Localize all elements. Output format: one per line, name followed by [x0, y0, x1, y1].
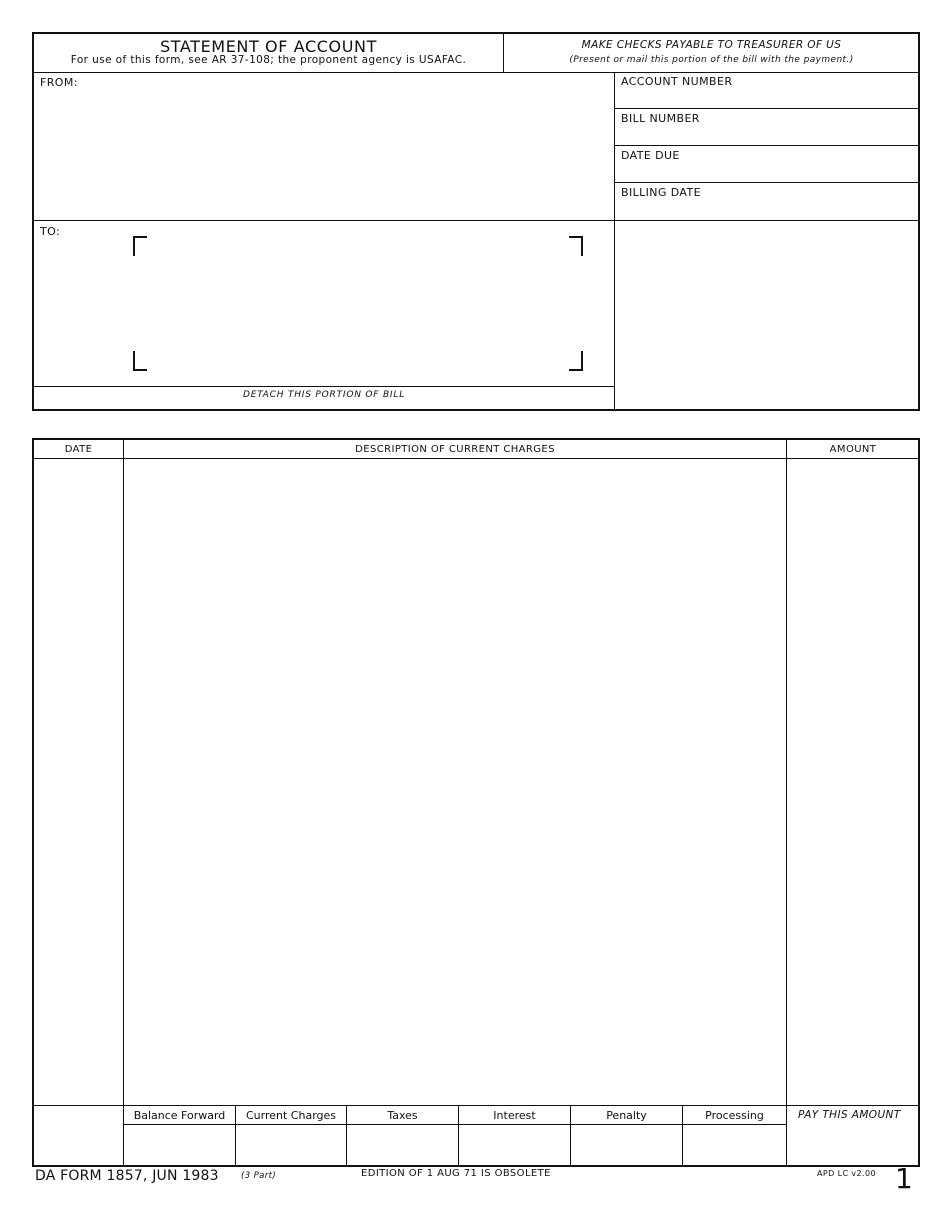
- edition-note: EDITION OF 1 AUG 71 IS OBSOLETE: [361, 1168, 551, 1179]
- summary-top-divider: [33, 1105, 919, 1106]
- current-charges-field[interactable]: [237, 1126, 345, 1165]
- amount-entries-field[interactable]: [788, 460, 918, 1104]
- summary-label-taxes: Taxes: [387, 1109, 418, 1122]
- bill-row-divider: [615, 145, 919, 146]
- form-title: STATEMENT OF ACCOUNT: [160, 37, 377, 56]
- from-to-divider: [33, 220, 919, 221]
- summary-label-processing: Processing: [705, 1109, 764, 1122]
- bill-number-label: BILL NUMBER: [621, 112, 700, 125]
- header-divider: [33, 72, 919, 73]
- address-corner-bottom-left: [133, 351, 147, 371]
- pay-this-amount-field[interactable]: [788, 1126, 918, 1165]
- date-entries-field[interactable]: [34, 460, 122, 1104]
- pay-this-amount-label: PAY THIS AMOUNT: [798, 1109, 901, 1121]
- billing-date-field[interactable]: [616, 201, 918, 219]
- summary-label-balance-forward: Balance Forward: [133, 1109, 226, 1122]
- form-subtitle: For use of this form, see AR 37-108; the proponent agency is USAFAC.: [70, 54, 467, 66]
- summary-label-current-charges: Current Charges: [245, 1109, 336, 1122]
- from-to-right-divider: [614, 73, 615, 410]
- description-column-header: DESCRIPTION OF CURRENT CHARGES: [355, 444, 555, 455]
- detach-divider: [33, 386, 614, 387]
- detach-label: DETACH THIS PORTION OF BILL: [242, 390, 406, 400]
- from-field[interactable]: [34, 74, 614, 220]
- address-corner-top-left: [133, 236, 147, 256]
- address-corner-bottom-right: [569, 351, 583, 371]
- balance-forward-field[interactable]: [125, 1126, 234, 1165]
- address-corner-top-right: [569, 236, 583, 256]
- date-column-divider: [123, 439, 124, 1166]
- version-label: APD LC v2.00: [817, 1169, 876, 1178]
- form-identifier: DA FORM 1857, JUN 1983: [35, 1168, 219, 1184]
- bill-number-field[interactable]: [616, 127, 918, 145]
- date-column-header: DATE: [64, 444, 93, 455]
- summary-label-penalty: Penalty: [606, 1109, 647, 1122]
- date-due-label: DATE DUE: [621, 149, 680, 162]
- account-row-divider: [615, 108, 919, 109]
- amount-column-divider: [786, 439, 787, 1166]
- billing-date-label: BILLING DATE: [621, 186, 701, 199]
- amount-column-header: AMOUNT: [829, 444, 877, 455]
- processing-field[interactable]: [684, 1126, 785, 1165]
- to-label: TO:: [40, 225, 61, 238]
- from-label: FROM:: [40, 76, 78, 89]
- penalty-field[interactable]: [572, 1126, 681, 1165]
- summary-label-divider: [123, 1124, 786, 1125]
- summary-label-interest: Interest: [493, 1109, 536, 1122]
- description-entries-field[interactable]: [125, 460, 785, 1104]
- account-number-field[interactable]: [616, 90, 918, 108]
- form-parts: (3 Part): [241, 1171, 277, 1181]
- to-address-field[interactable]: [134, 236, 583, 371]
- interest-field[interactable]: [460, 1126, 569, 1165]
- payable-note: (Present or mail this portion of the bill with the payment.): [569, 55, 854, 65]
- payable-instruction: MAKE CHECKS PAYABLE TO TREASURER OF US: [581, 39, 842, 51]
- account-number-label: ACCOUNT NUMBER: [621, 75, 733, 88]
- page-number: 1: [895, 1162, 913, 1195]
- due-row-divider: [615, 182, 919, 183]
- taxes-field[interactable]: [348, 1126, 457, 1165]
- date-due-field[interactable]: [616, 164, 918, 182]
